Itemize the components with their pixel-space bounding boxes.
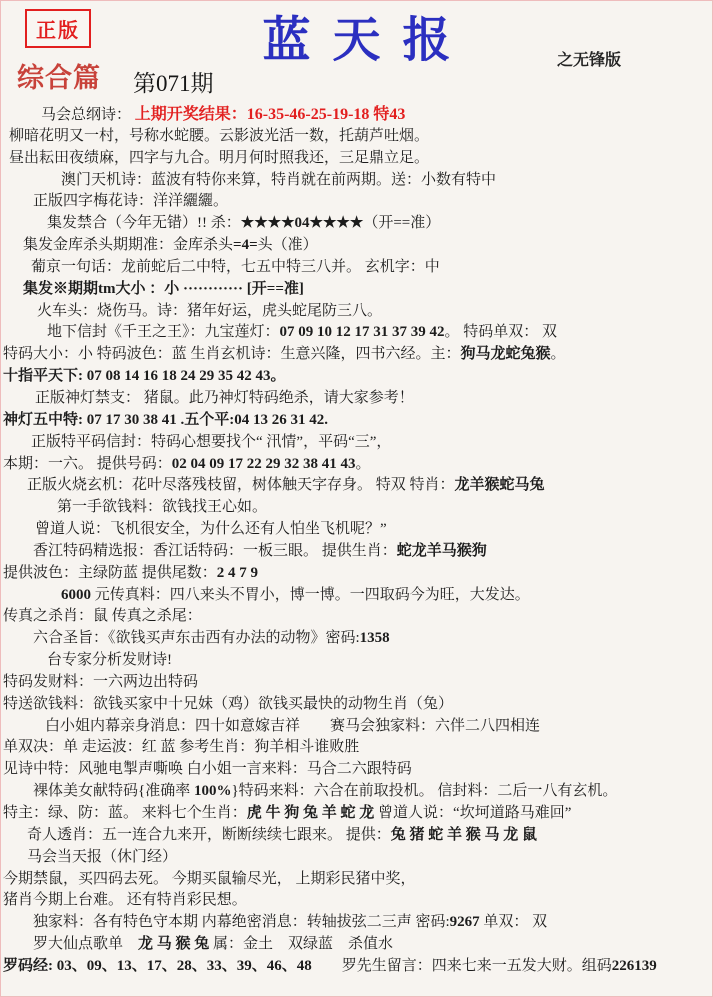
text-segment: 罗码经: 03、09、13、17、28、33、39、46、48: [3, 957, 312, 974]
text-segment: 十指平天下: 07 08 14 16 18 24 29 35 42 43。: [3, 368, 286, 385]
text-segment: 226139: [611, 957, 657, 974]
text-segment: 正版特平码信封：特码心想要找个“ 汛情”，平码“三”，: [31, 433, 392, 450]
text-segment: 正版四字梅花诗：洋洋纚纚。: [33, 193, 229, 210]
text-segment: 特送欲钱料：欲钱买家中十兄妹（鸡）欲钱买最快的动物生肖（兔）: [3, 695, 454, 712]
text-line: [1, 148, 712, 170]
text-line: [1, 497, 712, 519]
text-line: [1, 213, 712, 235]
text-segment: 葡京一句话：龙前蛇后二中特，七五中特三八并。 玄机字：中: [31, 258, 440, 275]
text-segment: 六合圣旨：《欲钱买声东击西有办法的动物》密码:: [33, 630, 360, 647]
text-line: [1, 585, 712, 607]
text-segment: 曾道人说：飞机很安全，为什么还有人怕坐飞机呢？”: [35, 521, 387, 538]
text-line: [1, 825, 712, 847]
text-segment: 上期开奖结果：16-35-46-25-19-18 特43: [134, 106, 406, 123]
text-line: [1, 847, 712, 869]
text-segment: 裸体美女献特码{准确率: [33, 783, 194, 800]
text-segment: 白小姐内幕亲身消息：四十如意嫁吉祥 赛马会独家料：六伴二八四相连: [45, 717, 541, 734]
text-segment: 兔 猪 蛇 羊 猴 马 龙 鼠: [390, 826, 538, 843]
text-segment: 。 特码单双： 双: [444, 324, 558, 341]
text-segment: 台专家分析发财诗!: [47, 652, 172, 669]
text-segment: 单双： 双: [479, 914, 548, 931]
text-line: [1, 235, 712, 257]
text-segment: 提供波色：主绿防蓝 提供尾数：: [3, 564, 217, 581]
text-line: [1, 563, 712, 585]
text-segment: 元传真料：四八来头不胃小，博一博。一四取码今为旺，大发达。: [91, 586, 530, 603]
text-segment: 6000: [61, 586, 91, 603]
text-line: [1, 541, 712, 563]
text-segment: 。: [550, 346, 566, 363]
text-line: [1, 672, 712, 694]
text-segment: 02 04 09 17 22 29 32 38 41 43: [171, 455, 356, 472]
text-line: [1, 454, 712, 476]
text-line: [1, 912, 712, 934]
text-segment: 地下信封《千王之王》：九宝莲灯：: [47, 324, 280, 341]
text-segment: 。: [355, 455, 371, 472]
text-line: [1, 628, 712, 650]
text-segment: 马会总纲诗：: [41, 107, 135, 123]
text-segment: 头（准）: [257, 237, 318, 254]
text-segment: （开==准）: [363, 215, 441, 232]
text-line: [1, 388, 712, 410]
text-segment: 马会当天报（休门经）: [27, 848, 178, 865]
text-segment: 属：金土 双绿蓝 杀值水: [209, 936, 394, 953]
text-segment: 正版火烧玄机：花叶尽落残枝留，树体触天字存身。 特双 特肖：: [27, 477, 455, 494]
text-line: [1, 890, 712, 912]
text-segment: 澳门天机诗：蓝波有特你来算，特肖就在前两期。送：小数有特中: [61, 171, 497, 188]
text-segment: 特码大小：小 特码波色：蓝 生肖玄机诗：生意兴隆，四书六经。主：: [3, 346, 461, 363]
text-line: [1, 650, 712, 672]
text-segment: 曾道人说：“坎坷道路马难回”: [374, 805, 572, 821]
text-line: [1, 257, 712, 279]
text-segment: 柳暗花明又一村，号称水蛇腰。云影波光活一数，托葫芦吐烟。: [9, 127, 430, 144]
report-body: [1, 104, 712, 978]
text-line: [1, 104, 712, 126]
text-segment: 今期禁鼠，买四码去死。 今期买鼠输尽光， 上期彩民猪中奖，: [3, 870, 416, 887]
text-segment: 集发※期期tm大小 ：小 ············ [开==准]: [23, 280, 304, 297]
text-line: [1, 191, 712, 213]
text-line: [1, 759, 712, 781]
text-segment: 传真之杀肖：鼠 传真之杀尾：: [3, 608, 202, 625]
text-segment: 龙羊猴蛇马兔: [454, 477, 545, 494]
text-line: [1, 322, 712, 344]
text-line: [1, 716, 712, 738]
issue-number: 第071期: [133, 71, 214, 96]
text-segment: 1358: [359, 630, 390, 647]
text-segment: 蛇龙羊马猴狗: [396, 542, 487, 559]
text-segment: 罗大仙点歌单: [33, 936, 139, 953]
text-segment: 集发金库杀头期期准：金库杀头: [23, 237, 234, 254]
text-segment: 07 09 10 12 17 31 37 39 42: [279, 324, 445, 341]
text-line: [1, 934, 712, 956]
text-segment: 独家料：各有特色守本期 内幕绝密消息：转轴拔弦二三声 密码:: [33, 914, 450, 931]
text-segment: 2 4 7 9: [216, 564, 259, 581]
text-line: [1, 737, 712, 759]
text-line: [1, 956, 712, 978]
text-segment: 见诗中特：风驰电掣声嘶唤 白小姐一言来料：马合二六跟特码: [3, 761, 412, 778]
text-segment: 昼出耘田夜绩麻，四字与九合。明月何时照我还，三足鼎立足。: [9, 149, 430, 166]
text-segment: 狗马龙蛇兔猴: [460, 346, 551, 363]
text-segment: 香江特码精选报：香江话特码：一板三眼。 提供生肖：: [33, 542, 397, 559]
text-line: [1, 279, 712, 301]
text-line: [1, 694, 712, 716]
text-line: [1, 869, 712, 891]
text-segment: ★★★★04★★★★: [240, 215, 364, 232]
edition-label: 之无锋版: [557, 52, 622, 69]
text-line: [1, 606, 712, 628]
text-segment: 本期：一六。 提供号码：: [3, 455, 172, 472]
text-line: [1, 301, 712, 323]
text-segment: 第一手欲钱料：欲钱找王心如。: [57, 499, 268, 516]
text-segment: 龙 马 猴 兔: [138, 936, 210, 953]
text-segment: }特码来料：六合在前取投机。 信封料：二后一八有玄机。: [231, 783, 618, 800]
text-line: [1, 519, 712, 541]
text-segment: 神灯五中特: 07 17 30 38 41 .五个平:04 13 26 31 42.: [3, 411, 328, 428]
text-segment: 集发禁合（今年无错）!! 杀：: [47, 215, 241, 232]
text-line: [1, 432, 712, 454]
page-title: 蓝天报: [262, 14, 473, 67]
text-segment: 火车头：烧伤马。诗：猪年好运，虎头蛇尾防三八。: [37, 302, 383, 319]
text-line: [1, 475, 712, 497]
text-segment: 特码发财料：一六两边出特码: [3, 673, 199, 690]
text-line: [1, 344, 712, 366]
text-line: [1, 366, 712, 388]
text-segment: 正版神灯禁支： 猪鼠。此乃神灯特码绝杀，请大家参考！: [35, 389, 414, 406]
text-segment: 虎 牛 狗 兔 羊 蛇 龙: [246, 805, 375, 821]
text-line: [1, 803, 712, 825]
text-segment: 9267: [449, 914, 480, 931]
text-segment: 罗先生留言：四来七来一五发大财。组码: [311, 957, 612, 974]
text-line: [1, 170, 712, 192]
text-segment: 100%: [193, 783, 232, 800]
authentic-badge: 正版: [25, 9, 91, 48]
text-line: [1, 126, 712, 148]
section-label: 综合篇: [17, 63, 101, 93]
text-line: [1, 410, 712, 432]
text-line: [1, 781, 712, 803]
text-segment: 奇人透肖：五一连合九来开，断断续续七跟来。 提供：: [27, 826, 391, 843]
text-segment: =4=: [233, 237, 258, 254]
text-segment: 特主：绿、防：蓝。 来料七个生肖：: [3, 805, 247, 821]
text-segment: 单双决：单 走运波：红 蓝 参考生肖：狗羊相斗谁败胜: [3, 739, 360, 756]
text-segment: 猪肖今期上台难。 还有特肖彩民想。: [3, 892, 247, 909]
